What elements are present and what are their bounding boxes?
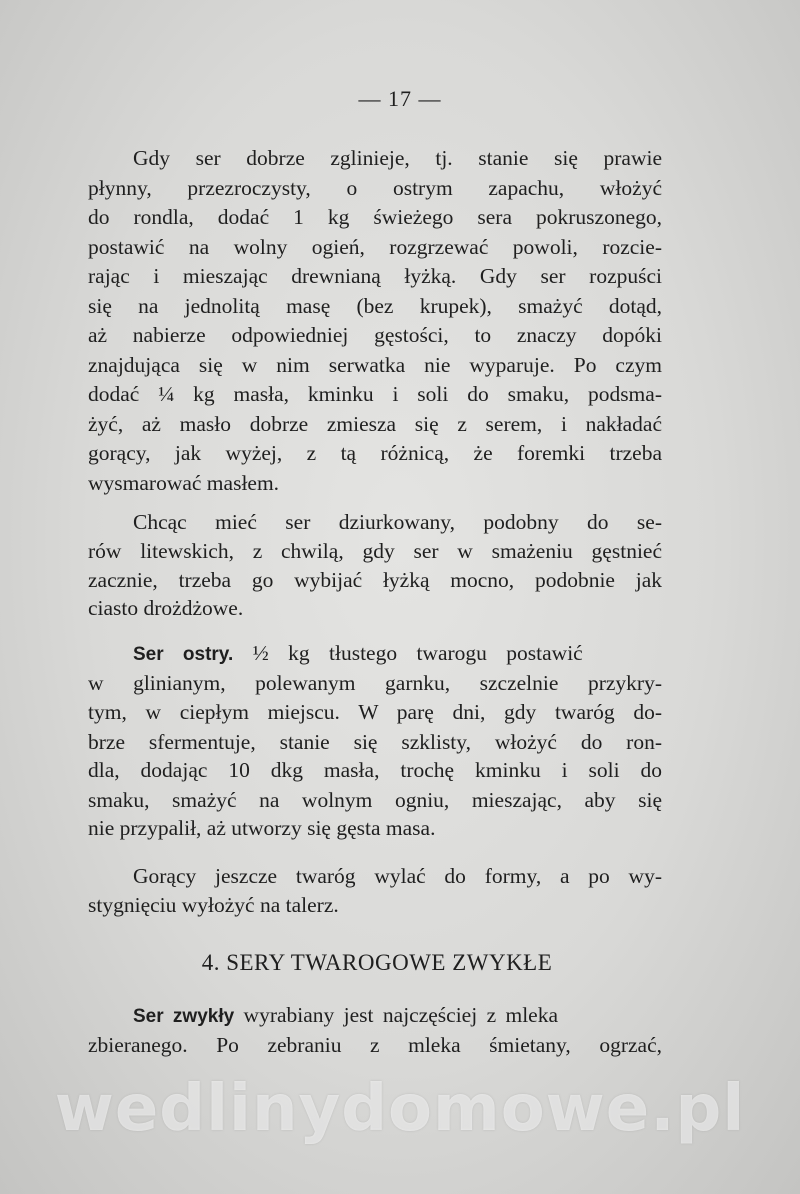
text-line: nie przypalił, aż utworzy się gęsta masa. [88, 816, 436, 840]
text-line: zbieranego. Po zebraniu z mleka śmietany, ogrzać, [88, 1033, 662, 1057]
text-line: dodać ¼ kg masła, kminku i soli do smaku, podsma- [88, 382, 662, 406]
text-line: dla, dodając 10 dkg masła, trochę kminku i soli do [88, 758, 662, 782]
text-line [133, 639, 662, 669]
page-number: — 17 — [358, 86, 442, 111]
text-line: postawić na wolny ogień, rozgrzewać powoli, rozcie- [88, 235, 662, 259]
text-line: rając i mieszając drewnianą łyżką. Gdy ser rozpuści [88, 264, 662, 288]
text-line: gorący, jak wyżej, z tą różnicą, że foremki trzeba [88, 441, 662, 465]
text-line: Gdy ser dobrze zglinieje, tj. stanie się prawie [133, 146, 662, 170]
text-line: znajdująca się w nim serwatka nie wyparuje. Po czym [88, 353, 662, 377]
text-line: płynny, przezroczysty, o ostrym zapachu, włożyć [88, 176, 662, 200]
text-line: się na jednolitą masę (bez krupek), smażyć dotąd, [88, 294, 662, 318]
text-line: smaku, smażyć na wolnym ogniu, mieszając, aby się [88, 788, 662, 812]
text-line: rów litewskich, z chwilą, gdy ser w smażeniu gęstnieć [88, 539, 662, 563]
text-line: stygnięciu wyłożyć na talerz. [88, 893, 339, 917]
bold-term: Ser zwykły [133, 1006, 235, 1027]
text-run: ½ kg tłustego twarogu postawić [233, 641, 583, 665]
text-run: wyrabiany jest najczęściej z mleka [234, 1003, 559, 1027]
text-line: do rondla, dodać 1 kg świeżego sera pokruszonego, [88, 205, 662, 229]
text-line: ciasto drożdżowe. [88, 596, 244, 620]
text-line: Chcąc mieć ser dziurkowany, podobny do se- [133, 510, 662, 534]
text-line: zacznie, trzeba go wybijać łyżką mocno, podobnie jak [88, 568, 662, 592]
text-line: brze sfermentuje, stanie się szklisty, włożyć do ron- [88, 730, 662, 754]
text-line: aż nabierze odpowiedniej gęstości, to znaczy dopóki [88, 323, 662, 347]
bold-term: Ser ostry. [133, 644, 234, 665]
text-line: tym, w ciepłym miejscu. W parę dni, gdy twaróg do- [88, 700, 662, 724]
text-line: Gorący jeszcze twaróg wylać do formy, a po wy- [133, 864, 662, 888]
section-heading: 4. SERY TWAROGOWE ZWYKŁE [201, 950, 553, 975]
text-line: w glinianym, polewanym garnku, szczelnie przykry- [88, 671, 662, 695]
watermark: wedlinydomowe.pl [54, 1072, 746, 1146]
text-line: żyć, aż masło dobrze zmiesza się z serem, i nakładać [88, 412, 662, 436]
text-line: wysmarować masłem. [88, 471, 280, 495]
text-line [133, 1001, 662, 1031]
